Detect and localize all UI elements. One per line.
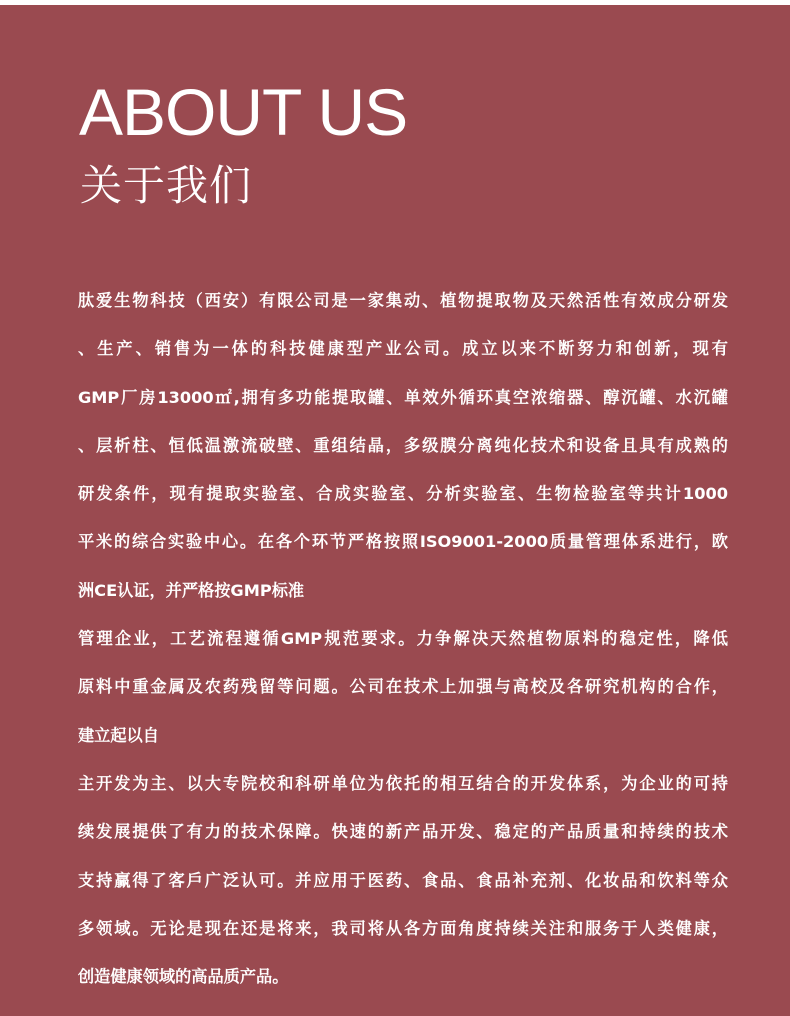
introduction-line: 原料中重金属及农药残留等问题。公司在技术上加强与高校及各研究机构的合作， — [78, 677, 728, 697]
introduction-line: 平米的综合实验中心。在各个环节严格按照ISO9001-2000质量管理体系进行，欧 — [78, 532, 728, 552]
about-us-panel — [0, 5, 790, 1016]
introduction-line: 洲CE认证，并严格按GMP标准 — [78, 580, 305, 600]
introduction-line: 支持赢得了客戶广泛认可。并应用于医药、食品、食品补充剂、化妆品和饮料等众 — [78, 870, 728, 890]
introduction-line: 多领域。无论是现在还是将来，我司将从各方面角度持续关注和服务于人类健康， — [78, 918, 728, 938]
introduction-line: GMP厂房13000㎡,拥有多功能提取罐、单效外循环真空浓缩器、醇沉罐、水沉罐 — [78, 387, 728, 407]
english-title: ABOUT US — [79, 75, 408, 149]
introduction-line: 管理企业，工艺流程遵循GMP规范要求。力争解决天然植物原料的稳定性，降低 — [78, 629, 728, 649]
introduction-line: 续发展提供了有力的技术保障。快速的新产品开发、稳定的产品质量和持续的技术 — [78, 822, 728, 842]
introduction-line: 研发条件，现有提取实验室、合成实验室、分析实验室、生物检验室等共计1000 — [78, 484, 728, 504]
chinese-title: 关于我们 — [80, 161, 253, 210]
introduction-line: 、层析柱、恒低温激流破壁、重组结晶，多级膜分离纯化技术和设备且具有成熟的 — [78, 435, 728, 455]
introduction-line: 、生产、销售为一体的科技健康型产业公司。成立以来不断努力和创新，现有 — [78, 339, 728, 359]
company-introduction — [78, 277, 728, 1001]
introduction-line: 建立起以自 — [78, 725, 159, 745]
introduction-line: 主开发为主、以大专院校和科研单位为依托的相互结合的开发体系，为企业的可持 — [78, 773, 728, 793]
introduction-line: 肽爱生物科技（西安）有限公司是一家集动、植物提取物及天然活性有效成分研发 — [78, 291, 728, 310]
introduction-line: 创造健康领域的高品质产品。 — [78, 967, 289, 987]
